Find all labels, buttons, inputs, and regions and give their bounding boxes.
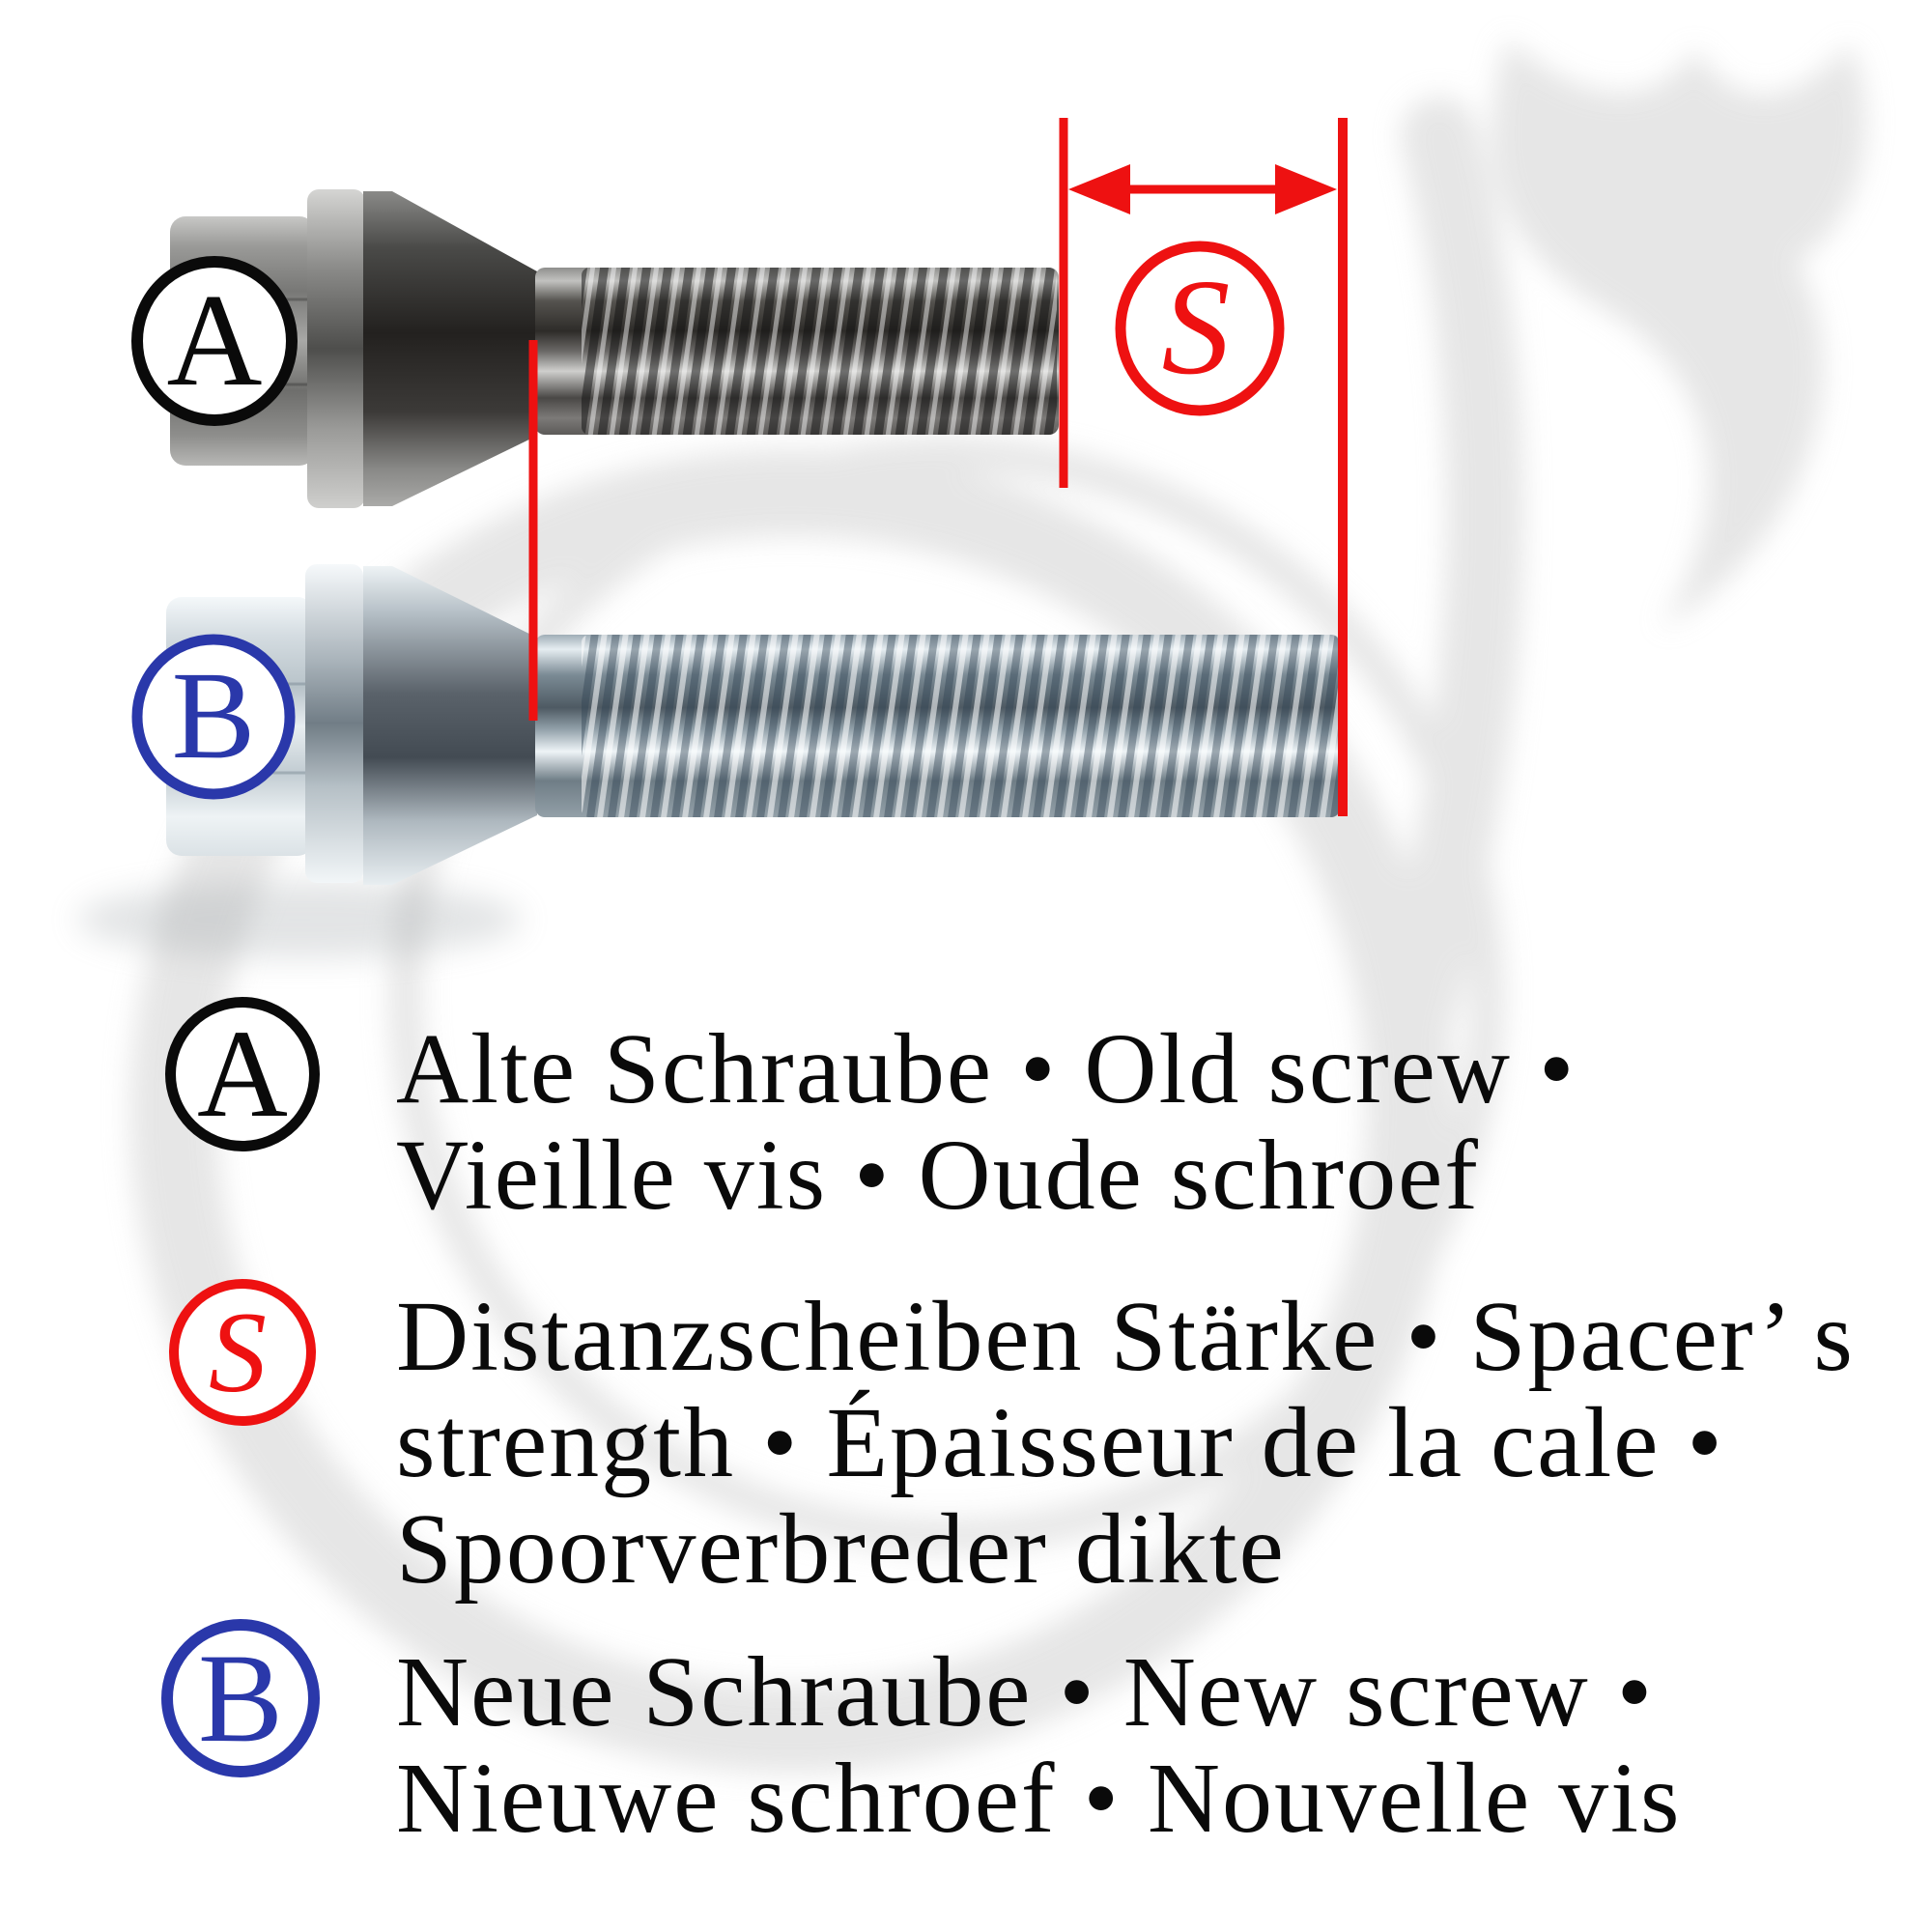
legend-text-spacer-thickness	[396, 1281, 1855, 1605]
legend-badge-s	[169, 1279, 316, 1426]
legend-line: strength • Épaisseur de la cale •	[396, 1387, 1724, 1498]
legend-badge-b	[161, 1619, 320, 1777]
old-screw-label-letter: A	[166, 267, 263, 413]
old-screw-thread-ridges	[582, 268, 1057, 435]
legend-badge-a-letter: A	[197, 1005, 288, 1144]
new-screw-label-letter: B	[171, 646, 256, 785]
watermark-flame-shape	[1492, 39, 1866, 628]
new-screw-label-circle	[137, 639, 290, 794]
legend-line: Nieuwe schroef • Nouvelle vis	[396, 1743, 1682, 1854]
old-screw-flange	[307, 189, 365, 508]
legend-badge-s-letter: S	[209, 1288, 267, 1416]
legend-text-old-screw	[396, 1013, 1577, 1231]
arrow-right-head-icon	[1275, 164, 1337, 214]
legend-line: Alte Schraube • Old screw •	[396, 1013, 1577, 1124]
new-screw-thread-ridges	[582, 635, 1339, 817]
spacer-label-letter: S	[1161, 250, 1231, 403]
new-screw-flange	[305, 564, 363, 883]
legend-line: Distanzscheiben Stärke • Spacer’ s	[396, 1281, 1855, 1392]
old-screw-cone-seat	[363, 191, 537, 506]
legend-line: Vieille vis • Oude schroef	[396, 1120, 1480, 1231]
new-screw-shadow	[77, 881, 522, 958]
legend-text-new-screw	[396, 1636, 1682, 1854]
spacer-width-arrow	[1068, 164, 1337, 214]
watermark-swoosh-shape	[1410, 135, 1486, 1034]
arrow-left-head-icon	[1068, 164, 1130, 214]
legend-badge-a	[165, 997, 320, 1151]
legend-line: Spoorverbreder dikte	[396, 1493, 1286, 1605]
legend-badge-b-letter: B	[197, 1627, 284, 1769]
old-screw-label-circle	[137, 262, 292, 420]
legend-line: Neue Schraube • New screw •	[396, 1636, 1655, 1747]
spacer-label-circle	[1121, 246, 1279, 411]
new-screw-cone-seat	[363, 566, 537, 885]
